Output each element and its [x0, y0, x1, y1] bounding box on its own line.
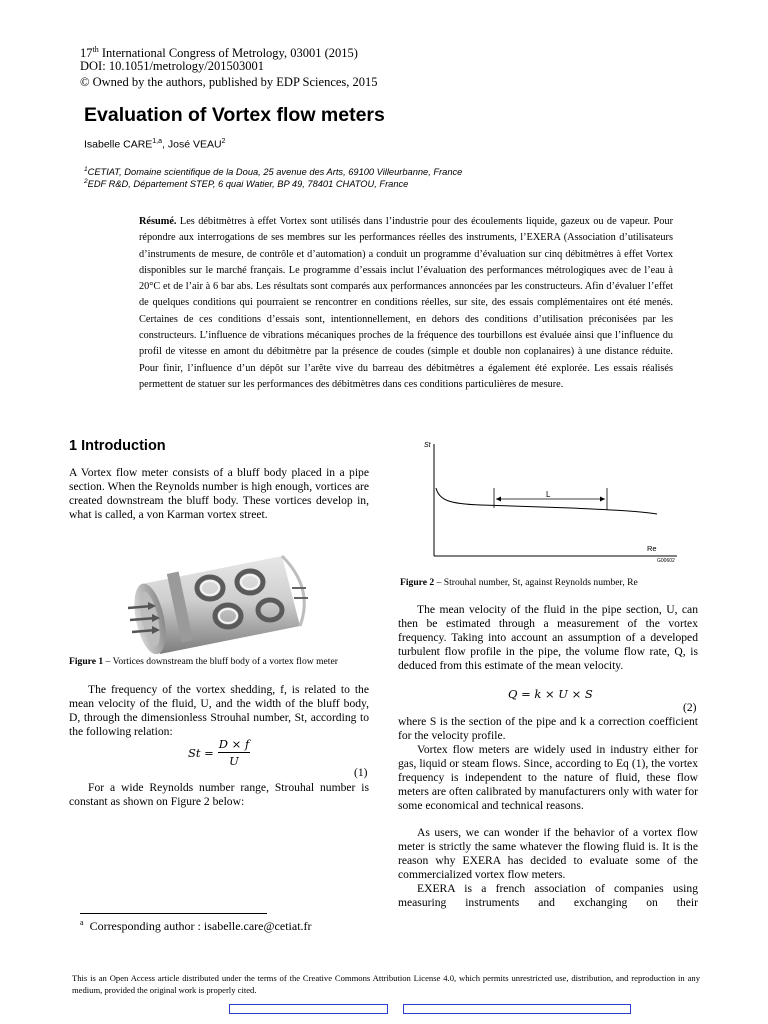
figure-2-caption-text: – Strouhal number, St, against Reynolds number, Re — [434, 577, 638, 588]
intro-paragraph-1: A Vortex flow meter consists of a bluff body placed in a pipe section. When the Reynolds number is high enough, vortices are created downstream the bluff body. These vortices develop in, what is called, a von Karman vortex street. — [69, 466, 369, 521]
figure-2-caption — [400, 577, 638, 589]
strouhal-chart — [421, 438, 677, 568]
chart-x-label: Re — [647, 544, 657, 553]
right-paragraph-4: As users, we can wonder if the behavior of a vortex flow meter is strictly the same whatever the flowing fluid is. It is the reason why EXERA has decided to evaluate some of the commercialized vortex flow meters. — [398, 826, 698, 881]
right-paragraph-2: where S is the section of the pipe and k a correction coefficient for the velocity profile. — [398, 715, 698, 742]
equation-1-lhs: St = — [188, 746, 214, 760]
conference-number: 17 — [80, 46, 93, 61]
abstract — [139, 214, 673, 393]
abstract-label: Résumé. — [139, 216, 177, 227]
figure-1-caption-text: – Vortices downstream the bluff body of a vortex flow meter — [103, 656, 338, 667]
conference-text: International Congress of Metrology, 03001 (2015) — [98, 46, 358, 61]
author-1: Isabelle CARE — [84, 138, 153, 151]
footnote-rule — [80, 913, 267, 914]
equation-1-denominator: U — [229, 754, 239, 768]
footnote — [80, 918, 312, 934]
article-link-box[interactable] — [229, 1004, 388, 1014]
author-1-sup: 1,a — [152, 138, 163, 145]
abstract-text: Les débitmètres à effet Vortex sont utilisés dans l’industrie pour des écoulements liquide, gazeux ou de vapeur. Pour répondre aux interrogations de ses membres sur les performances réelles des instruments, l’EXERA (Association d’utilisateurs d’instruments de mesure, de contrôle et d’automation) a conduit un programme d’évaluation sur cinq débitmètres à effet Vortex disponibles sur le marché français. Le programme d’essais inclut l’évaluation des performances métrologiques avec de l’eau à 20°C et de l’air à 6 bar abs. Les résultats sont comparés aux performances annoncées par les constructeurs. Afin d’évaluer l’effet de quelques conditions qui pourraient se rencontrer en conditions réelles, sur site, des essais complémentaires ont été menés. Certaines de ces conditions d’essais sont, intentionnellement, en dehors des conditions d’utilisation préconisées par les constructeurs. L’influence de vibrations mécaniques proches de la fréquence des tourbillons est évaluée ainsi que l’influence du profil de vitesse en amont du débitmètre par la présence de coudes (simple et double non coplanaires) à une distance réduite. Pour finir, l’influence d’un dépôt sur l’arête vive du barreau des débitmètres a également été explorée. Les essais réalisés permettent de statuer sur les performances des débitmètres dans ces conditions particulières de mesure. — [139, 216, 673, 390]
equation-2-number: (2) — [683, 701, 697, 714]
right-paragraph-3: Vortex flow meters are widely used in industry either for gas, liquid or steam flows. Since, according to Eq (1), the vortex frequency is independent to the nature of fluid, these flow meters are often calibrated by manufacturers only with water for some economical and technical reasons. — [398, 743, 698, 812]
paper-title: Evaluation of Vortex flow meters — [84, 104, 385, 126]
figure-1-caption — [69, 656, 369, 668]
license-link-box[interactable] — [403, 1004, 631, 1014]
section-heading: 1 Introduction — [69, 438, 166, 454]
conference-number-suffix: th — [92, 45, 99, 54]
intro-paragraph-3: For a wide Reynolds number range, Strouhal number is constant as shown on Figure 2 below: — [69, 781, 369, 808]
author-2: , José VEAU — [162, 138, 222, 151]
author-2-sup: 2 — [221, 138, 226, 145]
affiliation-1-sup: 1 — [84, 166, 88, 173]
copyright-line: © Owned by the authors, published by EDP Sciences, 2015 — [80, 75, 378, 89]
affiliation-1-text: CETIAT, Domaine scientifique de la Doua, 25 avenue des Arts, 69100 Villeurbanne, France — [87, 167, 463, 178]
equation-2: Q = k × U × S — [508, 687, 593, 701]
equation-1-number: (1) — [354, 766, 368, 779]
affiliation-2-sup: 2 — [84, 178, 88, 185]
authors-line — [84, 138, 225, 151]
right-paragraph-1: The mean velocity of the fluid in the pipe section, U, can then be estimated through a measurement of the vortex frequency. Taking into account an assumption of a developed turbulent flow profile in the pipe, the volume flow rate, Q, is deduced from this estimate of the mean velocity. — [398, 603, 698, 672]
intro-paragraph-2: The frequency of the vortex shedding, f, is related to the mean velocity of the fluid, U, and the width of the bluff body, D, through the dimensionless Strouhal number, St, according to the following relation: — [69, 683, 369, 738]
equation-1-numerator: D × f — [218, 737, 250, 751]
chart-figure-code: G00602 — [657, 558, 675, 564]
affiliation-2 — [84, 178, 408, 189]
footnote-marker: a — [80, 918, 84, 927]
doi-line[interactable]: DOI: 10.1051/metrology/201503001 — [80, 59, 265, 73]
equation-1-fraction-bar — [218, 752, 250, 753]
vortex-meter-illustration — [122, 548, 322, 654]
figure-1-label: Figure 1 — [69, 656, 104, 667]
right-paragraph-5: EXERA is a french association of companies using measuring instruments and exchanging on their — [398, 882, 698, 909]
chart-y-label: St — [424, 442, 431, 449]
chart-span-label: L — [546, 490, 551, 499]
footnote-text: Corresponding author : isabelle.care@cetiat.fr — [89, 919, 312, 933]
figure-2-label: Figure 2 — [400, 577, 435, 588]
affiliation-2-text: EDF R&D, Département STEP, 6 quai Watier, BP 49, 78401 CHATOU, France — [87, 179, 409, 190]
license-notice: This is an Open Access article distributed under the terms of the Creative Commons Attribution License 4.0, which permits unrestricted use, distribution, and reproduction in any medium, provided the original work is properly cited. — [72, 973, 700, 995]
affiliation-1 — [84, 166, 462, 177]
